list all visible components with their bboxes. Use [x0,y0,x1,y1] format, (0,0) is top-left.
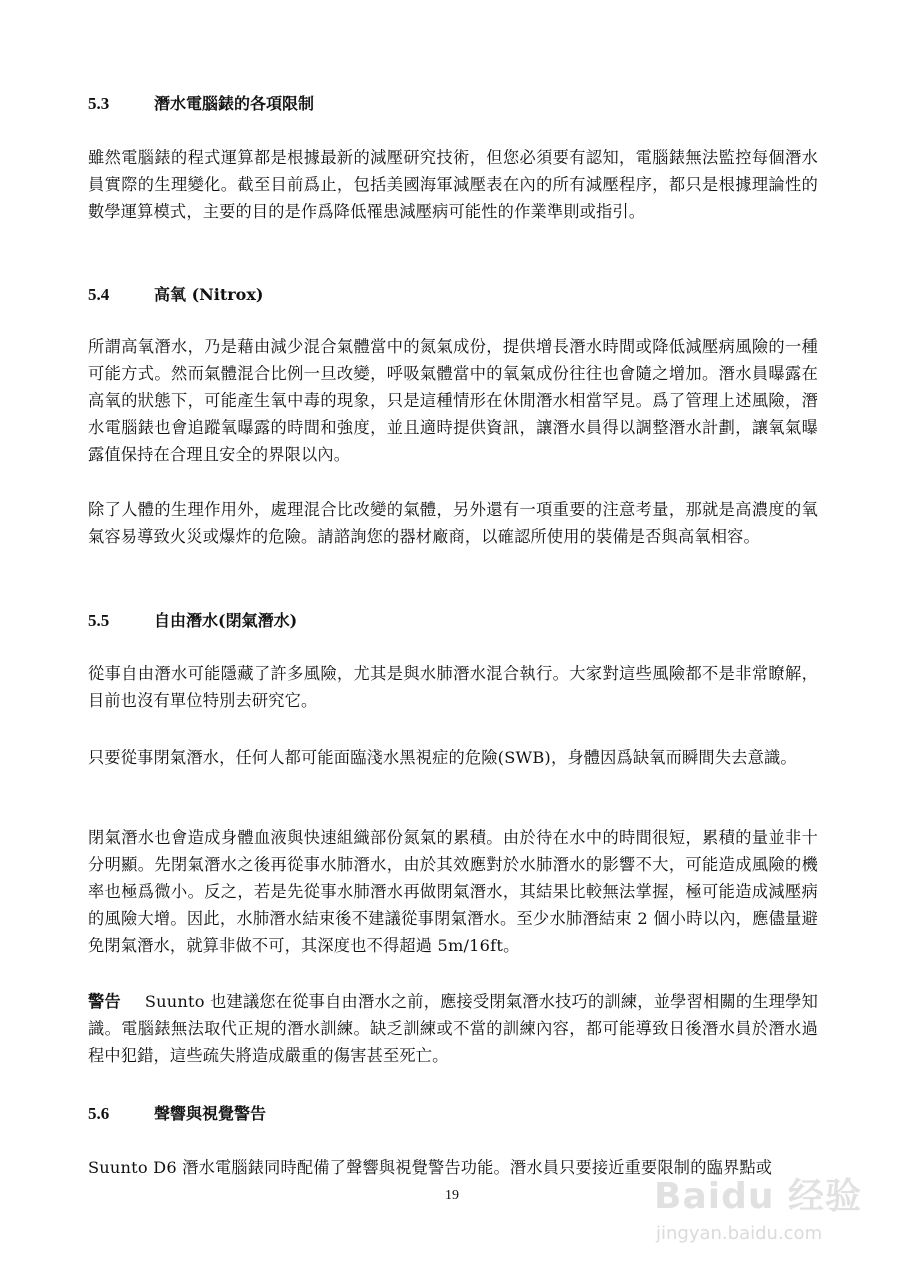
section-heading [88,1104,266,1124]
body-paragraph: 只要從事閉氣潛水，任何人都可能面臨淺水黑視症的危險(SWB)，身體因爲缺氧而瞬間失去意識。 [88,748,797,767]
watermark-url: jingyan.baidu.com [656,1223,823,1244]
section-heading [88,285,263,305]
section-number: 5.5 [88,611,110,630]
section-number: 5.6 [88,1104,110,1123]
page-number: 19 [445,1188,459,1203]
warning-paragraph [88,988,818,1069]
section-title: 聲響與視覺警告 [154,1104,267,1123]
section-title: 潛水電腦錶的各項限制 [154,94,315,113]
watermark-logo: Baidu 经验 [654,1176,863,1217]
body-paragraph: 從事自由潛水可能隱藏了許多風險，尤其是與水肺潛水混合執行。大家對這些風險都不是非常瞭解，目前也沒有單位特別去研究它。 [88,664,818,710]
section-title: 高氧 (Nitrox) [154,285,264,304]
section-number: 5.4 [88,285,110,304]
body-paragraph: 閉氣潛水也會造成身體血液與快速組織部份氮氣的累積。由於待在水中的時間很短，累積的量並非十分明顯。先閉氣潛水之後再從事水肺潛水，由於其效應對於水肺潛水的影響不大，可能造成風險的機率也極爲微小。反之，若是先從事水肺潛水再做閉氣潛水，其結果比較無法掌握，極可能造成減壓病的風險大增。因此，水肺潛水結束後不建議從事閉氣潛水。至少水肺潛結束 2 個小時以內，應儘量避免閉氣潛水，就算非做不可，其深度也不得超過 5m/16ft。 [88,828,818,955]
section-title: 自由潛水(閉氣潛水) [154,611,298,630]
section-number: 5.3 [88,94,110,113]
warning-label: 警告 [88,992,121,1011]
body-paragraph: 除了人體的生理作用外，處理混合比改變的氣體，另外還有一項重要的注意考量，那就是高濃度的氧氣容易導致火災或爆炸的危險。請諮詢您的器材廠商，以確認所使用的裝備是否與高氧相容。 [88,500,818,546]
body-paragraph: 雖然電腦錶的程式運算都是根據最新的減壓研究技術，但您必須要有認知，電腦錶無法監控每個潛水員實際的生理變化。截至目前爲止，包括美國海軍減壓表在內的所有減壓程序，都只是根據理論性的數學運算模式，主要的目的是作爲降低罹患減壓病可能性的作業準則或指引。 [88,148,818,221]
warning-text: Suunto 也建議您在從事自由潛水之前，應接受閉氣潛水技巧的訓練，並學習相關的生理學知識。電腦錶無法取代正規的潛水訓練。缺乏訓練或不當的訓練內容，都可能導致日後潛水員於潛水過程中犯錯，這些疏失將造成嚴重的傷害甚至死亡。 [88,992,819,1065]
section-heading [88,611,297,631]
section-heading [88,94,314,114]
baidu-watermark [654,1168,864,1264]
body-paragraph: 所謂高氧潛水，乃是藉由減少混合氣體當中的氮氣成份，提供增長潛水時間或降低減壓病風險的一種可能方式。然而氣體混合比例一旦改變，呼吸氣體當中的氧氣成份往往也會隨之增加。潛水員曝露在高氧的狀態下，可能產生氧中毒的現象，只是這種情形在休閒潛水相當罕見。爲了管理上述風險，潛水電腦錶也會追蹤氧曝露的時間和強度，並且適時提供資訊，讓潛水員得以調整潛水計劃，讓氧氣曝露值保持在合理且安全的界限以內。 [88,337,818,464]
body-paragraph: Suunto D6 潛水電腦錶同時配備了聲響與視覺警告功能。潛水員只要接近重要限制的臨界點或 [88,1158,773,1177]
